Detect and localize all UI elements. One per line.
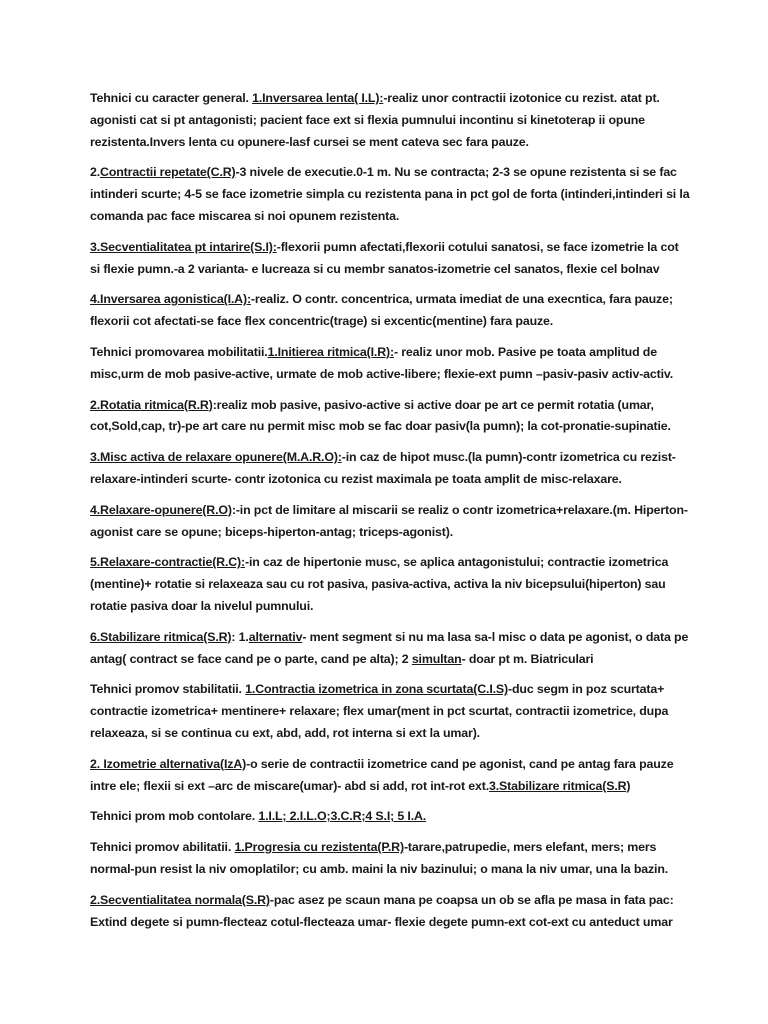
document-page [90, 88, 690, 942]
underlined-heading: 2.Rotatia ritmica(R.R) [90, 397, 213, 412]
paragraph [90, 890, 690, 934]
underlined-heading: 2. Izometrie alternativa(IzA) [90, 756, 247, 771]
underlined-heading: 3.Stabilizare ritmica(S.R) [489, 778, 631, 793]
underlined-heading: 1.I.L; 2.I.L.O;3.C.R;4 S.I; 5 I.A. [258, 809, 427, 824]
underlined-heading: 3.Secventialitatea pt intarire(S.I): [90, 239, 277, 254]
paragraph [90, 500, 690, 544]
text-run: -o serie de contractii izometrice cand pe agonist, cand pe antag fara pauze intre ele; flexii si ext –arc de miscare(umar)- abd si add, rot int-rot ext. [90, 756, 674, 793]
text-run: -realiz unor contractii izotonice cu rezist. atat pt. agonisti cat si pt antagonisti; pacient face ext si flexia pumnului incontinu si kinetoterap ii opune rezistenta.Invers lenta cu opunere-lasf cursei se ment cateva sec fara pauze. [90, 91, 660, 149]
text-run: Tehnici prom mob contolare. [90, 809, 259, 824]
paragraph [90, 342, 690, 386]
underlined-heading: 1.Progresia cu rezistenta(P.R) [234, 840, 404, 855]
paragraph [90, 237, 690, 281]
underlined-heading: 1.Contractia izometrica in zona scurtata(C.I.S) [245, 682, 509, 697]
paragraph [90, 395, 690, 439]
paragraph [90, 162, 690, 227]
text-run: : 1. [231, 629, 249, 644]
paragraph [90, 289, 690, 333]
underlined-heading: 4.Relaxare-opunere(R.O) [90, 502, 232, 517]
text-run: -in caz de hipot musc.(la pumn)-contr izometrica cu rezist-relaxare-intinderi scurte- contr izotonica cu rezist maximala pe toata amplit de misc-relaxare. [90, 450, 676, 486]
underlined-heading: 4.Inversarea agonistica(I.A): [90, 292, 251, 307]
underlined-heading: 1.Inversarea lenta( I.L): [252, 91, 384, 105]
paragraph [90, 679, 690, 744]
text-run: -3 nivele de executie.0-1 m. Nu se contracta; 2-3 se opune rezistenta si se fac intinderi scurte; 4-5 se face izometrie simpla cu rezistenta pana in pct gol de forta (intinderi,intinderi si la comanda pac face miscarea si noi opunem rezistenta. [90, 165, 690, 223]
text-run: 2. [90, 165, 101, 180]
paragraph [90, 806, 690, 828]
underlined-heading: 1.Initierea ritmica(I.R): [267, 344, 394, 359]
text-run: Tehnici promovarea mobilitatii. [90, 344, 268, 359]
text-run: -realiz. O contr. concentrica, urmata imediat de una execntica, fara pauze; flexorii cot afectati-se face flex concentric(trage) si excentic(mentine) fara pauze. [90, 292, 673, 329]
paragraph [90, 627, 690, 671]
paragraph [90, 447, 690, 491]
text-run: -tarare,patrupedie, mers elefant, mers; mers normal-pun resist la niv omoplatilor; cu amb. maini la niv bazinului; o mana la niv umar, una la bazin. [90, 840, 669, 876]
paragraph [90, 837, 690, 881]
text-run: - ment segment si nu ma lasa sa-l misc o data pe agonist, o data pe antag( contract se face cand pe o parte, cand pe alta); 2 [90, 629, 689, 666]
text-run: -pac asez pe scaun mana pe coapsa un ob se afla pe masa in fata pac: Extind degete si pumn-flecteaz cotul-flecteaza umar- flexie degete pumn-ext cot-ext cu anteduct umar [90, 892, 674, 929]
text-run: Tehnici promov stabilitatii. [90, 682, 246, 697]
paragraph [90, 88, 690, 153]
underlined-heading: 5.Relaxare-contractie(R.C): [90, 555, 246, 570]
underlined-term: alternativ [248, 629, 303, 644]
text-run: Tehnici promov abilitatii. [90, 840, 235, 855]
text-run: - doar pt m. Biatriculari [461, 651, 594, 666]
text-run: Tehnici cu caracter general. [90, 91, 253, 105]
text-run: - realiz unor mob. Pasive pe toata amplitud de misc,urm de mob pasive-active, urmate de mob active-libere; flexie-ext pumn –pasiv-pasiv activ-activ. [90, 344, 674, 381]
underlined-heading: 6.Stabilizare ritmica(S.R) [90, 629, 232, 644]
paragraph [90, 754, 690, 798]
text-run: :-in pct de limitare al miscarii se realiz o contr izometrica+relaxare.(m. Hiperton-agonist care se opune; biceps-hiperton-antag; triceps-agonist). [90, 502, 688, 539]
text-run: -flexorii pumn afectati,flexorii cotului sanatosi, se face izometrie la cot si flexie pumn.-a 2 varianta- e lucreaza si cu membr sanatos-izometrie cel sanatos, flexie cel bolnav [90, 239, 679, 276]
underlined-heading: 3.Misc activa de relaxare opunere(M.A.R.O): [90, 450, 342, 465]
underlined-heading: 2.Secventialitatea normala(S.R) [90, 892, 270, 907]
text-run: -in caz de hipertonie musc, se aplica antagonistului; contractie izometrica (mentine)+ rotatie si relaxeaza sau cu rot pasiva, pasiva-activa, activa la niv bicepsului(hiperton) sau rotatie pasiva doar la nivelul pumnului. [90, 555, 669, 613]
text-run: -duc segm in poz scurtata+ contractie izometrica+ mentinere+ relaxare; flex umar(ment in pct scurtat, contractii izometrice, dupa relaxeaza, si se continua cu ext, abd, add, rot interna si ext la umar). [90, 682, 669, 740]
text-run: :realiz mob pasive, pasivo-active si active doar pe art ce permit rotatia (umar, cot,Sold,cap, tr)-pe art care nu permit misc mob se fac doar pasiv(la pumn); la cot-pronatie-supinatie. [90, 397, 671, 434]
underlined-heading: Contractii repetate(C.R) [100, 165, 236, 180]
paragraph [90, 552, 690, 617]
underlined-term: simultan [411, 651, 462, 666]
